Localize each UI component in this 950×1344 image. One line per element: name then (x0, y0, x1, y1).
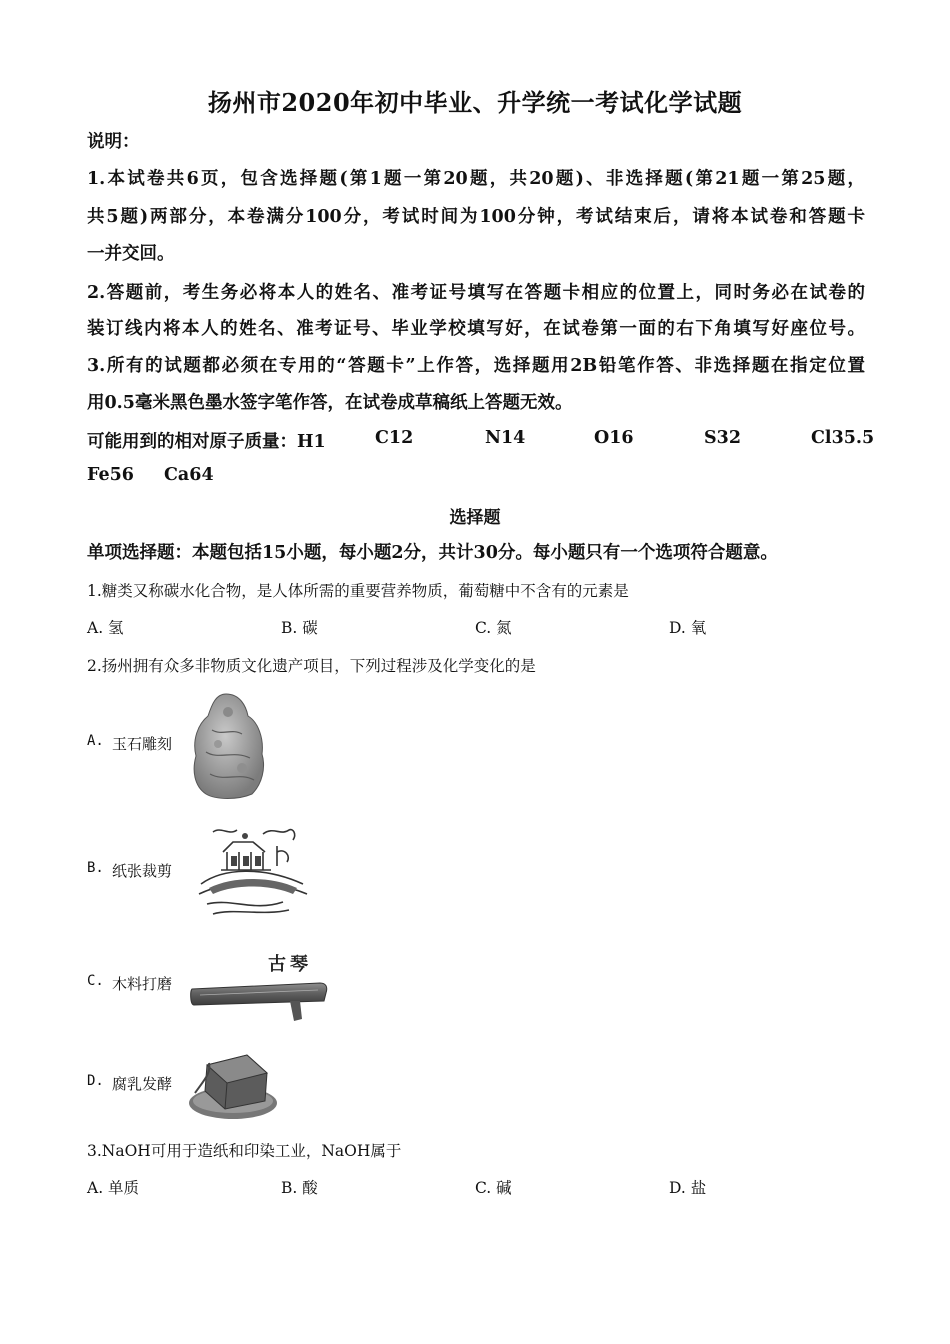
atomic-mass-fe: Fe56 (87, 465, 134, 485)
exam-title: 扬州市2020年初中毕业、升学统一考试化学试题 (207, 88, 743, 117)
note-1-line-3: 一并交回。 (87, 244, 175, 264)
atomic-mass-s: S32 (704, 428, 741, 448)
q3-option-b: B. 酸 (281, 1179, 318, 1197)
question-1-stem: 1.糖类又称碳水化合物，是人体所需的重要营养物质，葡萄糖中不含有的元素是 (87, 582, 629, 600)
notes-heading: 说明： (87, 132, 140, 152)
q2-option-b-letter: B. (87, 860, 104, 876)
section-title: 选择题 (449, 508, 501, 528)
section-instruction: 单项选择题：本题包括15小题，每小题2分，共计30分。每小题只有一个选项符合题意。 (87, 543, 778, 563)
atomic-mass-row-1 (87, 428, 875, 454)
guqin-caption: 古琴 (268, 954, 312, 975)
q2-option-a-letter: A. (87, 733, 104, 749)
paper-cutting-image (193, 822, 313, 917)
q1-option-b: B. 碳 (281, 619, 318, 637)
note-3-line-1: 3.所有的试题都必须在专用的“答题卡”上作答，选择题用2B铅笔作答、非选择题在指定位置 (87, 356, 865, 376)
q3-option-c: C. 碱 (475, 1179, 512, 1197)
guqin-image (190, 975, 330, 1025)
q3-option-d: D. 盐 (669, 1179, 707, 1197)
q1-option-d: D. 氧 (669, 619, 707, 637)
note-3-line-2: 用0.5毫米黑色墨水签字笔作答，在试卷成草稿纸上答题无效。 (87, 393, 573, 413)
atomic-mass-label: 可能用到的相对原子质量：H1 (87, 432, 326, 452)
question-1-options (87, 616, 865, 642)
atomic-mass-cl: Cl35.5 (811, 428, 875, 448)
note-2-line-1: 2.答题前，考生务必将本人的姓名、准考证号填写在答题卡相应的位置上，同时务必在试卷的 (87, 283, 865, 303)
note-2-line-2: 装订线内将本人的姓名、准考证号、毕业学校填写好，在试卷第一面的右下角填写好座位号。 (87, 319, 865, 339)
question-2-stem: 2.扬州拥有众多非物质文化遗产项目，下列过程涉及化学变化的是 (87, 657, 536, 675)
q2-option-c-letter: C. (87, 973, 104, 989)
jade-carving-image (188, 690, 268, 800)
atomic-mass-n: N14 (485, 428, 526, 448)
q2-option-b-text: 纸张裁剪 (112, 862, 173, 880)
atomic-mass-c: C12 (375, 428, 414, 448)
q1-option-c: C. 氮 (475, 619, 512, 637)
q1-option-a: A. 氢 (87, 619, 124, 637)
q2-option-a-text: 玉石雕刻 (112, 735, 173, 753)
q2-option-d-letter: D. (87, 1073, 104, 1089)
q2-option-d-text: 腐乳发酵 (112, 1075, 173, 1093)
q2-option-c-text: 木料打磨 (112, 975, 173, 993)
q3-option-a: A. 单质 (87, 1179, 140, 1197)
atomic-mass-ca: Ca64 (164, 465, 214, 485)
question-3-options (87, 1176, 865, 1202)
atomic-mass-row-2 (87, 465, 865, 491)
question-3-stem: 3.NaOH可用于造纸和印染工业，NaOH属于 (87, 1142, 402, 1160)
fermented-tofu-image (185, 1043, 285, 1123)
atomic-mass-o: O16 (594, 428, 634, 448)
note-1-line-1: 1.本试卷共6页，包含选择题(第1题一第20题，共20题)、非选择题(第21题一第25题， (87, 169, 865, 189)
note-1-line-2: 共5题)两部分，本卷满分100分，考试时间为100分钟，考试结束后，请将本试卷和答题卡 (87, 207, 865, 227)
